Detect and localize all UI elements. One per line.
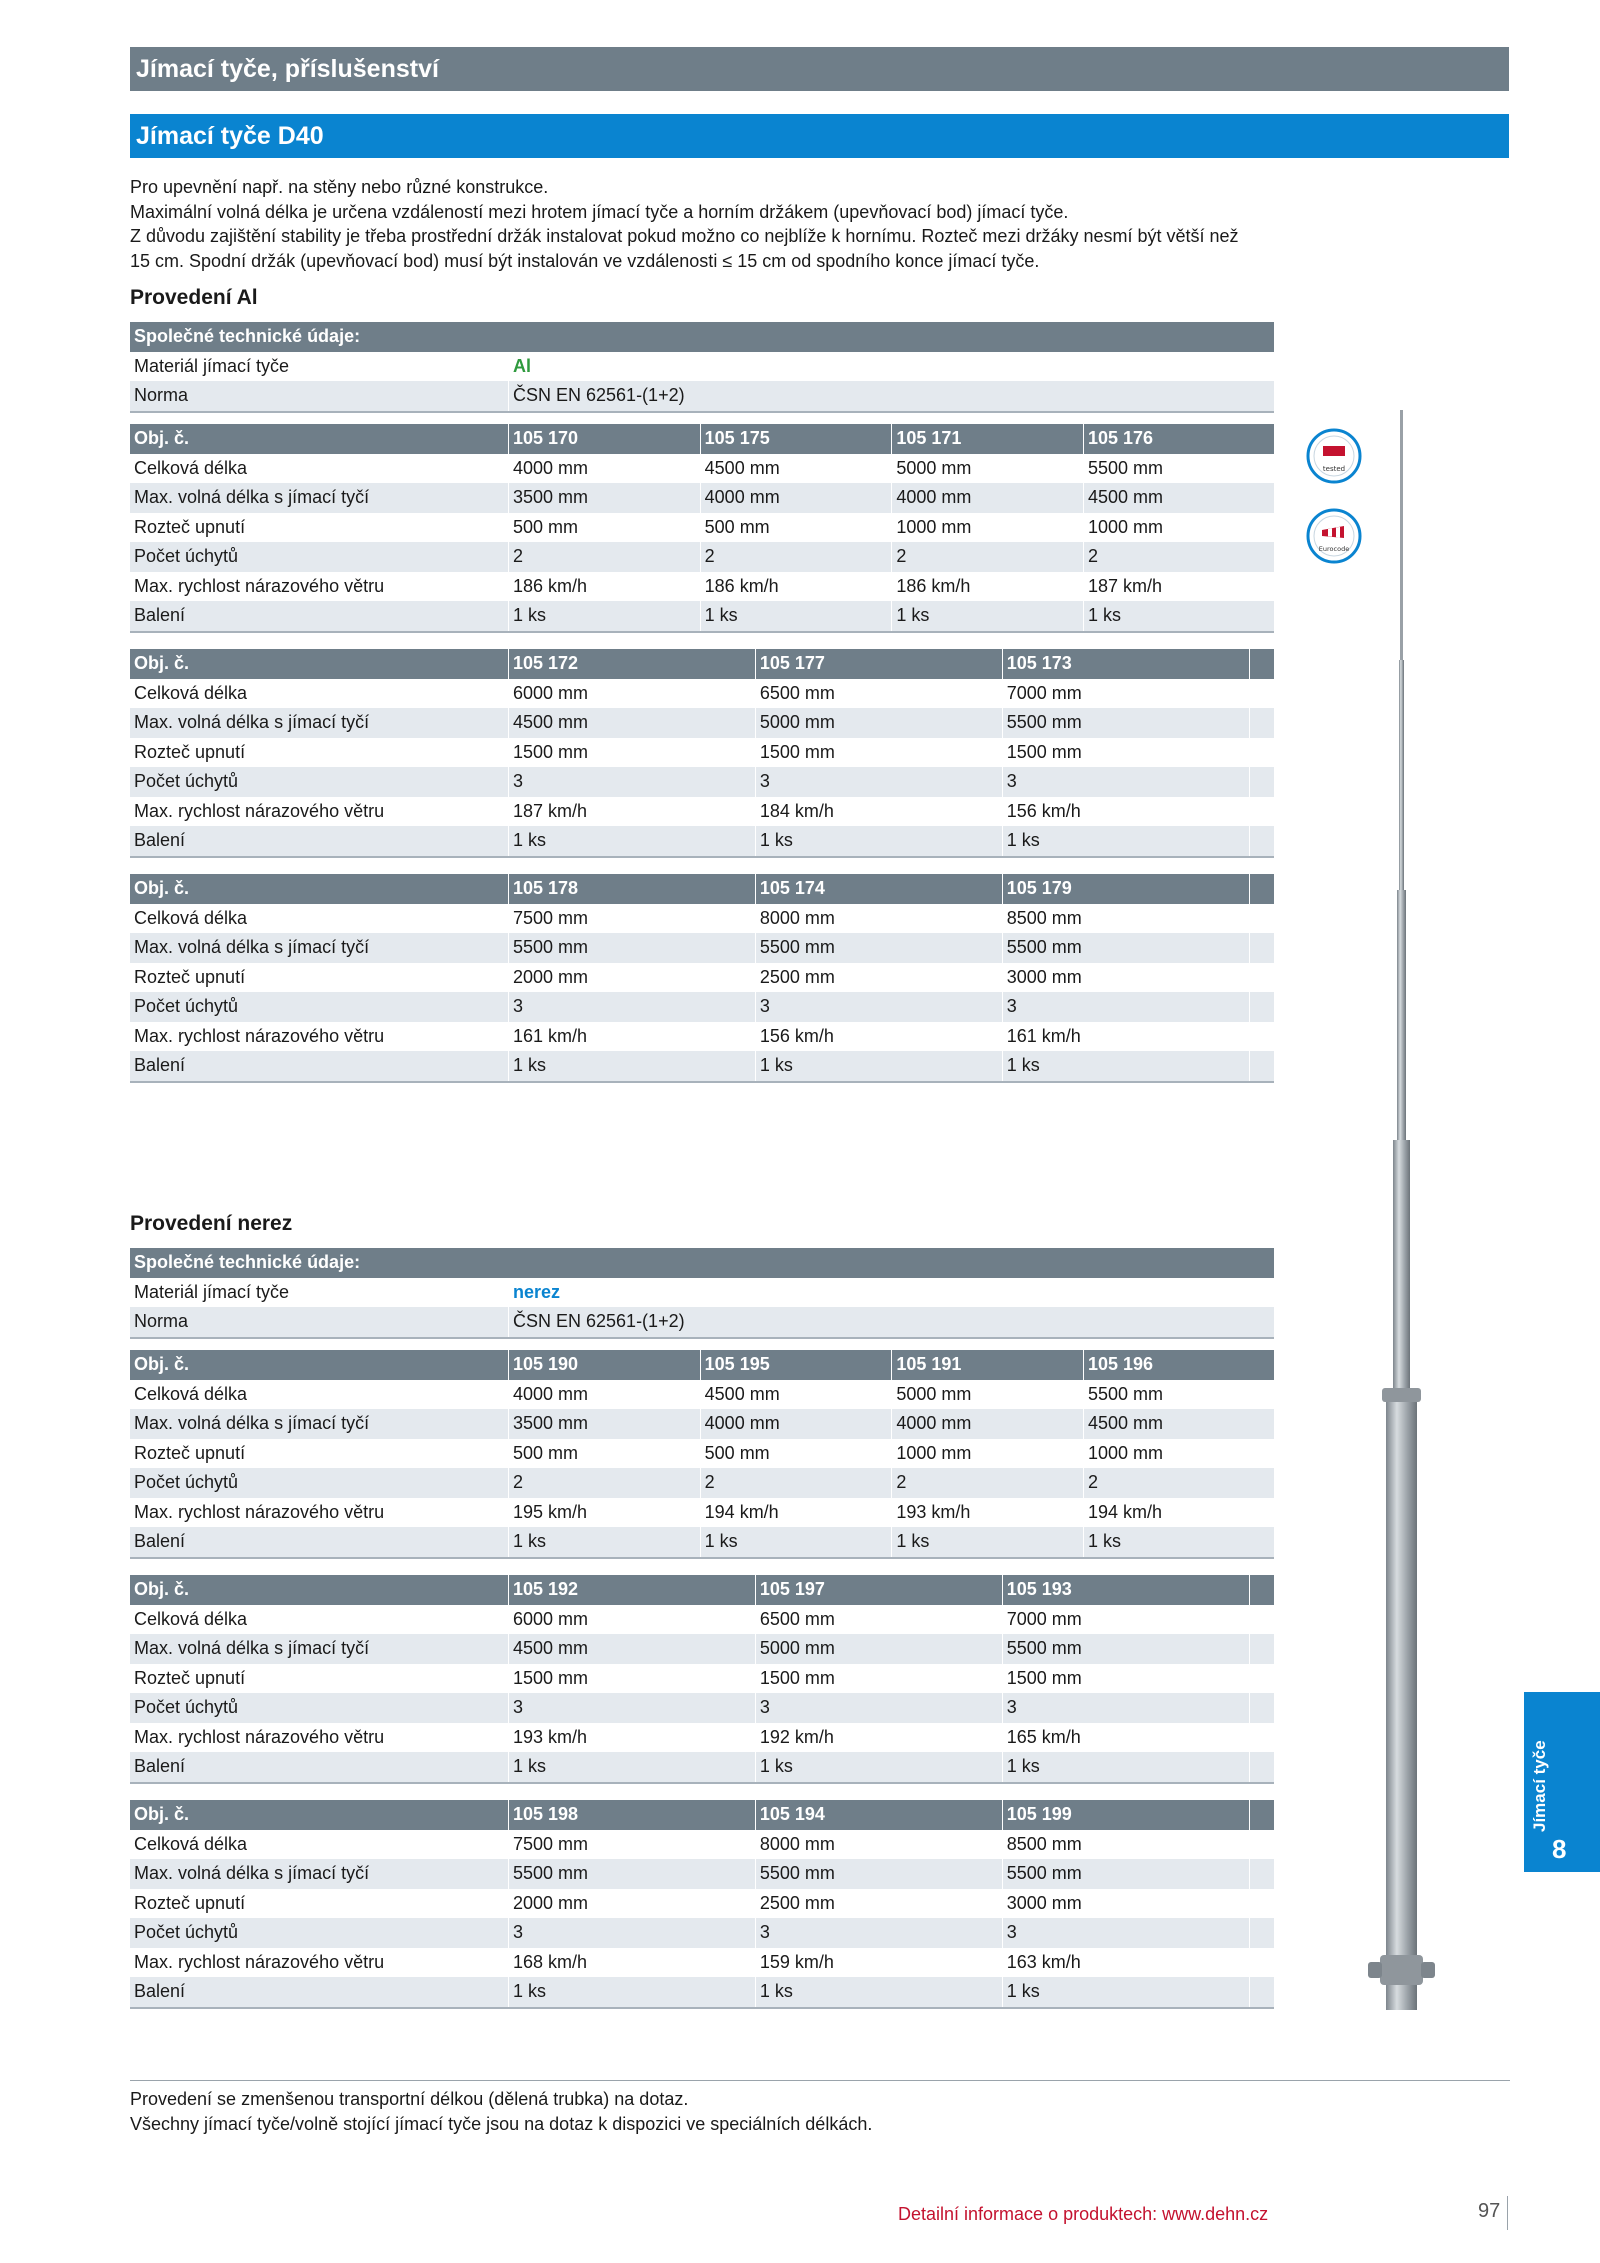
common-header: Společné technické údaje: <box>130 322 1274 352</box>
table-cell: 2 <box>892 1468 1084 1498</box>
row-label: Max. volná délka s jímací tyčí <box>130 708 509 738</box>
row-label: Max. rychlost nárazového větru <box>134 575 385 596</box>
clamp-spacing-row <box>130 738 1274 768</box>
clamp-count-row <box>130 767 1274 797</box>
table-cell: 1500 mm <box>509 738 756 768</box>
table-cell: 105 179 <box>1002 874 1249 904</box>
row-label: Obj. č. <box>130 874 509 904</box>
table-cell: 2 <box>892 542 1084 572</box>
table-cell <box>1249 708 1274 738</box>
table-cell <box>1249 904 1274 934</box>
table-cell <box>1249 649 1274 679</box>
row-label: Počet úchytů <box>130 992 509 1022</box>
max-gust-wind-row <box>130 1723 1274 1753</box>
table-cell: 1 ks <box>509 1527 701 1558</box>
table-cell: 3 <box>755 767 1002 797</box>
clamp-count-row <box>130 542 1274 572</box>
table-cell: 7500 mm <box>509 1830 756 1860</box>
product-table <box>130 424 1274 633</box>
clamp-count-row <box>130 1918 1274 1948</box>
table-cell: 1500 mm <box>509 1664 756 1694</box>
table-cell: 161 km/h <box>509 1022 756 1052</box>
table-cell: 1000 mm <box>1083 1439 1274 1469</box>
al-section-title: Provedení Al <box>130 286 258 309</box>
order-number-row <box>130 1800 1274 1830</box>
norm-label: Norma <box>130 1307 509 1338</box>
table-cell: 1 ks <box>1002 1977 1249 2008</box>
table-cell: 105 175 <box>700 424 892 454</box>
table-cell: 159 km/h <box>755 1948 1002 1978</box>
row-label: Počet úchytů <box>130 767 509 797</box>
eurocode-badge-icon <box>1306 508 1362 564</box>
table-cell: 105 195 <box>700 1350 892 1380</box>
table-cell: 3 <box>509 1693 756 1723</box>
max-free-length-row <box>130 1634 1274 1664</box>
table-cell: 3500 mm <box>509 1409 701 1439</box>
table-cell: 6500 mm <box>755 1605 1002 1635</box>
row-label: Max. volná délka s jímací tyčí <box>130 1859 509 1889</box>
total-length-row <box>130 904 1274 934</box>
packaging-row <box>130 601 1274 632</box>
table-cell: 1 ks <box>755 826 1002 857</box>
table-cell: 4500 mm <box>1083 483 1274 513</box>
table-cell: 165 km/h <box>1002 1723 1249 1753</box>
table-cell <box>1249 1918 1274 1948</box>
product-table <box>130 1800 1274 2009</box>
table-cell: 105 170 <box>509 424 701 454</box>
table-cell: 3500 mm <box>509 483 701 513</box>
packaging-row <box>130 1527 1274 1558</box>
table-cell: 2500 mm <box>755 1889 1002 1919</box>
table-cell: 1500 mm <box>755 738 1002 768</box>
row-label: Celková délka <box>134 1833 248 1854</box>
table-cell: 4000 mm <box>892 1409 1084 1439</box>
total-length-row <box>130 1380 1274 1410</box>
row-label: Obj. č. <box>130 649 509 679</box>
table-cell <box>1249 1948 1274 1978</box>
table-cell: 1 ks <box>509 601 701 632</box>
table-cell: 105 193 <box>1002 1575 1249 1605</box>
table-cell: 500 mm <box>509 1439 701 1469</box>
al-common-table <box>130 322 1274 413</box>
table-cell <box>1249 1664 1274 1694</box>
intro-line: Pro upevnění např. na stěny nebo různé konstrukce. <box>130 177 549 197</box>
packaging-row <box>130 1977 1274 2008</box>
table-cell: 1500 mm <box>1002 1664 1249 1694</box>
table-cell: 1 ks <box>1002 826 1249 857</box>
footnotes <box>130 2080 1510 2137</box>
table-cell: 156 km/h <box>1002 797 1249 827</box>
material-label: Materiál jímací tyče <box>134 1281 290 1302</box>
section-header-band: Jímací tyče, příslušenství <box>130 47 1509 91</box>
table-cell: 1 ks <box>700 601 892 632</box>
table-cell: 6500 mm <box>755 679 1002 709</box>
table-cell <box>1249 1723 1274 1753</box>
row-label: Celková délka <box>134 682 248 703</box>
order-number-row <box>130 424 1274 454</box>
table-cell: 7500 mm <box>509 904 756 934</box>
table-cell: 2 <box>1083 542 1274 572</box>
row-label: Celková délka <box>134 907 248 928</box>
table-cell <box>1249 1575 1274 1605</box>
table-cell: 4500 mm <box>700 454 892 484</box>
table-cell: 1 ks <box>509 1051 756 1082</box>
table-cell: 500 mm <box>509 513 701 543</box>
table-cell: 1 ks <box>1083 601 1274 632</box>
table-cell <box>1249 1977 1274 2008</box>
table-cell: 1 ks <box>755 1051 1002 1082</box>
product-table <box>130 1350 1274 1559</box>
table-cell: 2500 mm <box>755 963 1002 993</box>
max-gust-wind-row <box>130 1948 1274 1978</box>
row-label: Celková délka <box>134 1608 248 1629</box>
material-value: nerez <box>509 1278 1275 1308</box>
table-cell: 2 <box>1083 1468 1274 1498</box>
table-cell <box>1249 738 1274 768</box>
table-cell <box>1249 1800 1274 1830</box>
table-cell: 2 <box>509 1468 701 1498</box>
max-gust-wind-row <box>130 1498 1274 1528</box>
order-number-row <box>130 874 1274 904</box>
table-cell: 105 171 <box>892 424 1084 454</box>
row-label: Celková délka <box>134 1383 248 1404</box>
table-cell: 4500 mm <box>509 1634 756 1664</box>
table-cell: 3 <box>755 992 1002 1022</box>
table-cell <box>1249 1752 1274 1783</box>
packaging-row <box>130 1752 1274 1783</box>
table-cell: 105 198 <box>509 1800 756 1830</box>
row-label: Max. volná délka s jímací tyčí <box>130 1409 509 1439</box>
table-cell: 4000 mm <box>509 1380 701 1410</box>
table-cell: 3000 mm <box>1002 963 1249 993</box>
table-cell: 195 km/h <box>509 1498 701 1528</box>
table-cell <box>1249 1634 1274 1664</box>
table-cell: 1 ks <box>509 826 756 857</box>
table-cell: 105 197 <box>755 1575 1002 1605</box>
table-cell: 2 <box>700 1468 892 1498</box>
table-cell: 3 <box>509 1918 756 1948</box>
norm-value: ČSN EN 62561-(1+2) <box>509 1307 1275 1338</box>
table-cell: 187 km/h <box>509 797 756 827</box>
product-table <box>130 874 1274 1083</box>
row-label: Balení <box>130 826 509 857</box>
table-cell: 3 <box>755 1693 1002 1723</box>
row-label: Balení <box>130 1977 509 2008</box>
table-cell: 3 <box>1002 992 1249 1022</box>
table-cell: 105 174 <box>755 874 1002 904</box>
table-cell: 4000 mm <box>700 1409 892 1439</box>
table-cell: 187 km/h <box>1083 572 1274 602</box>
table-cell: 1 ks <box>755 1977 1002 2008</box>
clamp-spacing-row <box>130 1439 1274 1469</box>
table-cell: 5500 mm <box>1002 1634 1249 1664</box>
table-cell: 2 <box>509 542 701 572</box>
subsection-header-band: Jímací tyče D40 <box>130 114 1509 158</box>
table-cell <box>1249 1830 1274 1860</box>
page-number: 97 <box>1478 2200 1501 2222</box>
clamp-count-row <box>130 1468 1274 1498</box>
table-cell: 1 ks <box>1083 1527 1274 1558</box>
row-label: Balení <box>130 1527 509 1558</box>
table-cell: 5500 mm <box>1002 1859 1249 1889</box>
product-table <box>130 649 1274 858</box>
table-cell <box>1249 1889 1274 1919</box>
total-length-row <box>130 1830 1274 1860</box>
table-cell: 3000 mm <box>1002 1889 1249 1919</box>
row-label: Počet úchytů <box>130 542 509 572</box>
table-cell: 184 km/h <box>755 797 1002 827</box>
table-cell: 1000 mm <box>892 1439 1084 1469</box>
table-cell: 3 <box>1002 1918 1249 1948</box>
air-termination-rod-image <box>1356 410 1486 2010</box>
table-cell: 105 190 <box>509 1350 701 1380</box>
chapter-label: Jímací tyče <box>1530 1740 1549 1832</box>
row-label: Rozteč upnutí <box>134 516 246 537</box>
clamp-count-row <box>130 992 1274 1022</box>
table-cell: 105 191 <box>892 1350 1084 1380</box>
intro-line: Z důvodu zajištění stability je třeba prostřední držák instalovat pokud možno co nejblíže k hornímu. Rozteč mezi držáky nesmí být větší než <box>130 226 1239 246</box>
table-cell: 500 mm <box>700 513 892 543</box>
table-cell: 4500 mm <box>509 708 756 738</box>
chapter-side-tab <box>1524 1692 1600 1872</box>
table-cell: 8500 mm <box>1002 904 1249 934</box>
max-free-length-row <box>130 933 1274 963</box>
nerez-common-table <box>130 1248 1274 1339</box>
table-cell: 105 172 <box>509 649 756 679</box>
table-cell: 4500 mm <box>700 1380 892 1410</box>
table-cell: 161 km/h <box>1002 1022 1249 1052</box>
material-label: Materiál jímací tyče <box>134 355 290 376</box>
table-cell: 5500 mm <box>755 1859 1002 1889</box>
material-value: Al <box>509 352 1275 382</box>
clamp-count-row <box>130 1693 1274 1723</box>
table-cell <box>1249 767 1274 797</box>
table-cell: 193 km/h <box>892 1498 1084 1528</box>
clamp-spacing-row <box>130 513 1274 543</box>
nerez-section-title: Provedení nerez <box>130 1212 293 1235</box>
table-cell: 5500 mm <box>1083 1380 1274 1410</box>
footnote-line: Všechny jímací tyče/volně stojící jímací tyče jsou na dotaz k dispozici ve speciálních délkách. <box>130 2114 873 2134</box>
table-cell: 500 mm <box>700 1439 892 1469</box>
table-cell: 105 178 <box>509 874 756 904</box>
table-cell: 2 <box>700 542 892 572</box>
table-cell: 192 km/h <box>755 1723 1002 1753</box>
table-cell <box>1249 933 1274 963</box>
order-number-row <box>130 649 1274 679</box>
max-free-length-row <box>130 1859 1274 1889</box>
table-cell: 186 km/h <box>892 572 1084 602</box>
page-separator <box>1507 2196 1508 2230</box>
max-gust-wind-row <box>130 1022 1274 1052</box>
table-cell: 4000 mm <box>892 483 1084 513</box>
table-cell: 186 km/h <box>509 572 701 602</box>
table-cell <box>1249 992 1274 1022</box>
table-cell: 105 176 <box>1083 424 1274 454</box>
table-cell: 3 <box>509 767 756 797</box>
row-label: Obj. č. <box>130 1575 509 1605</box>
table-cell: 5500 mm <box>755 933 1002 963</box>
table-cell: 3 <box>755 1918 1002 1948</box>
table-cell: 6000 mm <box>509 679 756 709</box>
row-label: Max. volná délka s jímací tyčí <box>130 1634 509 1664</box>
table-cell: 1 ks <box>892 1527 1084 1558</box>
row-label: Rozteč upnutí <box>134 741 246 762</box>
table-cell: 5000 mm <box>755 708 1002 738</box>
order-number-row <box>130 1350 1274 1380</box>
table-cell: 1500 mm <box>1002 738 1249 768</box>
table-cell: 1 ks <box>1002 1051 1249 1082</box>
table-cell: 5500 mm <box>1002 708 1249 738</box>
total-length-row <box>130 1605 1274 1635</box>
row-label: Balení <box>130 1752 509 1783</box>
max-free-length-row <box>130 708 1274 738</box>
table-cell <box>1249 679 1274 709</box>
table-cell: 186 km/h <box>700 572 892 602</box>
row-label: Max. rychlost nárazového větru <box>134 1951 385 1972</box>
max-gust-wind-row <box>130 797 1274 827</box>
row-label: Rozteč upnutí <box>134 1442 246 1463</box>
table-cell <box>1249 963 1274 993</box>
table-cell <box>1249 797 1274 827</box>
table-cell: 1 ks <box>1002 1752 1249 1783</box>
norm-label: Norma <box>130 381 509 412</box>
table-cell: 6000 mm <box>509 1605 756 1635</box>
table-cell: 5500 mm <box>509 933 756 963</box>
row-label: Max. volná délka s jímací tyčí <box>130 933 509 963</box>
intro-line: Maximální volná délka je určena vzdáleností mezi hrotem jímací tyče a horním držákem (upevňovací bod) jímací tyče. <box>130 201 1069 222</box>
row-label: Počet úchytů <box>130 1918 509 1948</box>
table-cell: 5000 mm <box>755 1634 1002 1664</box>
product-table <box>130 1575 1274 1784</box>
table-cell: 8000 mm <box>755 904 1002 934</box>
table-cell: 1 ks <box>509 1752 756 1783</box>
table-cell <box>1249 826 1274 857</box>
tested-badge-label: tested <box>1322 465 1346 473</box>
tested-badge-icon <box>1306 428 1362 484</box>
table-cell <box>1249 1693 1274 1723</box>
norm-value: ČSN EN 62561-(1+2) <box>509 381 1275 412</box>
row-label: Rozteč upnutí <box>134 966 246 987</box>
intro-line: 15 cm. Spodní držák (upevňovací bod) musí být instalován ve vzdálenosti ≤ 15 cm od spodního konce jímací tyče. <box>130 250 1040 271</box>
row-label: Celková délka <box>134 457 248 478</box>
table-cell: 4000 mm <box>509 454 701 484</box>
footnote-line: Provedení se zmenšenou transportní délkou (dělená trubka) na dotaz. <box>130 2089 689 2109</box>
table-cell: 5500 mm <box>1083 454 1274 484</box>
row-label: Max. volná délka s jímací tyčí <box>130 483 509 513</box>
table-cell <box>1249 1605 1274 1635</box>
row-label: Max. rychlost nárazového větru <box>134 1025 385 1046</box>
total-length-row <box>130 679 1274 709</box>
product-info-link[interactable]: Detailní informace o produktech: www.dehn.cz <box>898 2204 1269 2224</box>
table-cell: 2000 mm <box>509 1889 756 1919</box>
row-label: Obj. č. <box>130 424 509 454</box>
table-cell: 3 <box>1002 1693 1249 1723</box>
intro-text <box>130 175 1290 273</box>
table-cell: 156 km/h <box>755 1022 1002 1052</box>
table-cell: 105 194 <box>755 1800 1002 1830</box>
row-label: Obj. č. <box>130 1350 509 1380</box>
row-label: Max. rychlost nárazového větru <box>134 800 385 821</box>
table-cell: 4000 mm <box>700 483 892 513</box>
row-label: Počet úchytů <box>130 1693 509 1723</box>
table-cell: 194 km/h <box>700 1498 892 1528</box>
row-label: Balení <box>130 601 509 632</box>
order-number-row <box>130 1575 1274 1605</box>
table-cell: 194 km/h <box>1083 1498 1274 1528</box>
row-label: Obj. č. <box>130 1800 509 1830</box>
packaging-row <box>130 1051 1274 1082</box>
table-cell: 1 ks <box>509 1977 756 2008</box>
common-header: Společné technické údaje: <box>130 1248 1274 1278</box>
table-cell: 4500 mm <box>1083 1409 1274 1439</box>
clamp-spacing-row <box>130 1664 1274 1694</box>
row-label: Rozteč upnutí <box>134 1667 246 1688</box>
table-cell <box>1249 1022 1274 1052</box>
total-length-row <box>130 454 1274 484</box>
table-cell <box>1249 874 1274 904</box>
table-cell: 105 196 <box>1083 1350 1274 1380</box>
table-cell: 105 199 <box>1002 1800 1249 1830</box>
table-cell: 163 km/h <box>1002 1948 1249 1978</box>
table-cell: 1 ks <box>755 1752 1002 1783</box>
table-cell: 5500 mm <box>1002 933 1249 963</box>
table-cell: 105 173 <box>1002 649 1249 679</box>
table-cell: 1 ks <box>700 1527 892 1558</box>
table-cell: 3 <box>509 992 756 1022</box>
packaging-row <box>130 826 1274 857</box>
table-cell: 5500 mm <box>509 1859 756 1889</box>
table-cell: 7000 mm <box>1002 1605 1249 1635</box>
table-cell: 5000 mm <box>892 1380 1084 1410</box>
row-label: Max. rychlost nárazového větru <box>134 1726 385 1747</box>
table-cell: 2000 mm <box>509 963 756 993</box>
table-cell: 8000 mm <box>755 1830 1002 1860</box>
table-cell: 105 192 <box>509 1575 756 1605</box>
table-cell: 1000 mm <box>1083 513 1274 543</box>
clamp-spacing-row <box>130 963 1274 993</box>
chapter-number: 8 <box>1552 1834 1567 1864</box>
table-cell: 1500 mm <box>755 1664 1002 1694</box>
table-cell <box>1249 1859 1274 1889</box>
table-cell: 5000 mm <box>892 454 1084 484</box>
table-cell: 7000 mm <box>1002 679 1249 709</box>
eurocode-badge-label: Eurocode <box>1318 545 1350 553</box>
table-cell: 8500 mm <box>1002 1830 1249 1860</box>
table-cell: 193 km/h <box>509 1723 756 1753</box>
max-free-length-row <box>130 1409 1274 1439</box>
table-cell: 105 177 <box>755 649 1002 679</box>
max-free-length-row <box>130 483 1274 513</box>
clamp-spacing-row <box>130 1889 1274 1919</box>
row-label: Balení <box>130 1051 509 1082</box>
row-label: Počet úchytů <box>130 1468 509 1498</box>
table-cell: 3 <box>1002 767 1249 797</box>
table-cell: 168 km/h <box>509 1948 756 1978</box>
table-cell <box>1249 1051 1274 1082</box>
table-cell: 1 ks <box>892 601 1084 632</box>
max-gust-wind-row <box>130 572 1274 602</box>
row-label: Max. rychlost nárazového větru <box>134 1501 385 1522</box>
row-label: Rozteč upnutí <box>134 1892 246 1913</box>
table-cell: 1000 mm <box>892 513 1084 543</box>
